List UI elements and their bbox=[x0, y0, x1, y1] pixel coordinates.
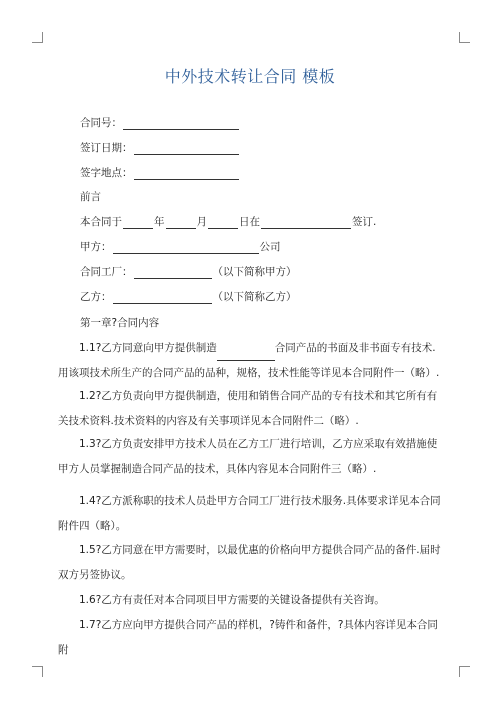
clause-1-1-blank[interactable] bbox=[217, 349, 275, 361]
intro-day-at: 日在 bbox=[239, 216, 260, 228]
clause-1-1 bbox=[58, 336, 444, 386]
party-b-note: （以下简称乙方） bbox=[212, 291, 297, 303]
party-a-suffix: 公司 bbox=[259, 241, 281, 253]
intro-prefix: 本合同于 bbox=[80, 216, 122, 228]
sign-place-blank[interactable] bbox=[134, 168, 239, 180]
page-corner-mark-bottom-left bbox=[32, 666, 43, 677]
party-b-line bbox=[80, 290, 297, 304]
contract-no-line bbox=[80, 116, 240, 130]
month-blank[interactable] bbox=[166, 217, 196, 229]
intro-line bbox=[80, 215, 376, 229]
document-title: 中外技术转让合同 模板 bbox=[164, 67, 336, 86]
page-corner-mark-top-right bbox=[459, 32, 470, 43]
preface-heading: 前言 bbox=[80, 191, 101, 203]
contract-no-blank[interactable] bbox=[123, 118, 239, 130]
factory-label: 合同工厂： bbox=[80, 266, 133, 278]
clause-1-4: 1.4?乙方派称职的技术人员赴甲方合同工厂进行技术服务.具体要求详见本合同附件四（略）。 bbox=[58, 495, 441, 532]
page-corner-mark-bottom-right bbox=[459, 666, 470, 677]
clause-1-3: 1.3?乙方负责安排甲方技术人员在乙方工厂进行培训，乙方应采取有效措施使甲方人员掌握制造合同产品的技术，具体内容见本合同附件三（略）. bbox=[58, 438, 438, 475]
clause-1-6: 1.6?乙方有责任对本合同项目甲方需要的关键设备提供有关咨询。 bbox=[79, 594, 385, 606]
factory-blank[interactable] bbox=[134, 267, 212, 279]
sign-place-label: 签字地点： bbox=[80, 167, 133, 179]
party-a-label: 甲方： bbox=[80, 241, 112, 253]
sign-place-line bbox=[80, 166, 240, 180]
page-corner-mark-top-left bbox=[32, 32, 43, 43]
factory-line bbox=[80, 265, 297, 279]
sign-date-label: 签订日期： bbox=[80, 142, 133, 154]
party-b-blank[interactable] bbox=[113, 292, 212, 304]
clause-1-1-part-b: 合同产品的书面及非书面专有技术.用该项技术所生产的合同产品的品种，规格，技术性能等详见本合同附件一（略）. bbox=[58, 342, 440, 379]
contract-no-label: 合同号： bbox=[80, 117, 122, 129]
clause-1-1-part-a: 1.1?乙方同意向甲方提供制造 bbox=[79, 342, 217, 354]
intro-signed: 签订. bbox=[352, 216, 377, 228]
intro-month: 月 bbox=[196, 216, 207, 228]
place-blank[interactable] bbox=[261, 217, 351, 229]
clause-1-2: 1.2?乙方负责向甲方提供制造，使用和销售合同产品的专有技术和其它所有有关技术资料.技术资料的内容及有关事项详见本合同附件二（略）. bbox=[58, 390, 438, 427]
clause-1-5: 1.5?乙方同意在甲方需要时，以最优惠的价格向甲方提供合同产品的备件.届时双方另签协议。 bbox=[58, 544, 441, 581]
year-blank[interactable] bbox=[123, 217, 153, 229]
factory-note: （以下简称甲方） bbox=[212, 266, 297, 278]
chapter-1-heading: 第一章?合同内容 bbox=[80, 317, 160, 329]
party-a-blank[interactable] bbox=[113, 242, 259, 254]
intro-year: 年 bbox=[154, 216, 165, 228]
day-blank[interactable] bbox=[208, 217, 238, 229]
clause-1-7: 1.7?乙方应向甲方提供合同产品的样机，?铸件和备件，?具体内容详见本合同附 bbox=[58, 619, 438, 656]
sign-date-line bbox=[80, 141, 240, 155]
party-a-line bbox=[80, 240, 281, 254]
party-b-label: 乙方： bbox=[80, 291, 112, 303]
sign-date-blank[interactable] bbox=[134, 143, 239, 155]
